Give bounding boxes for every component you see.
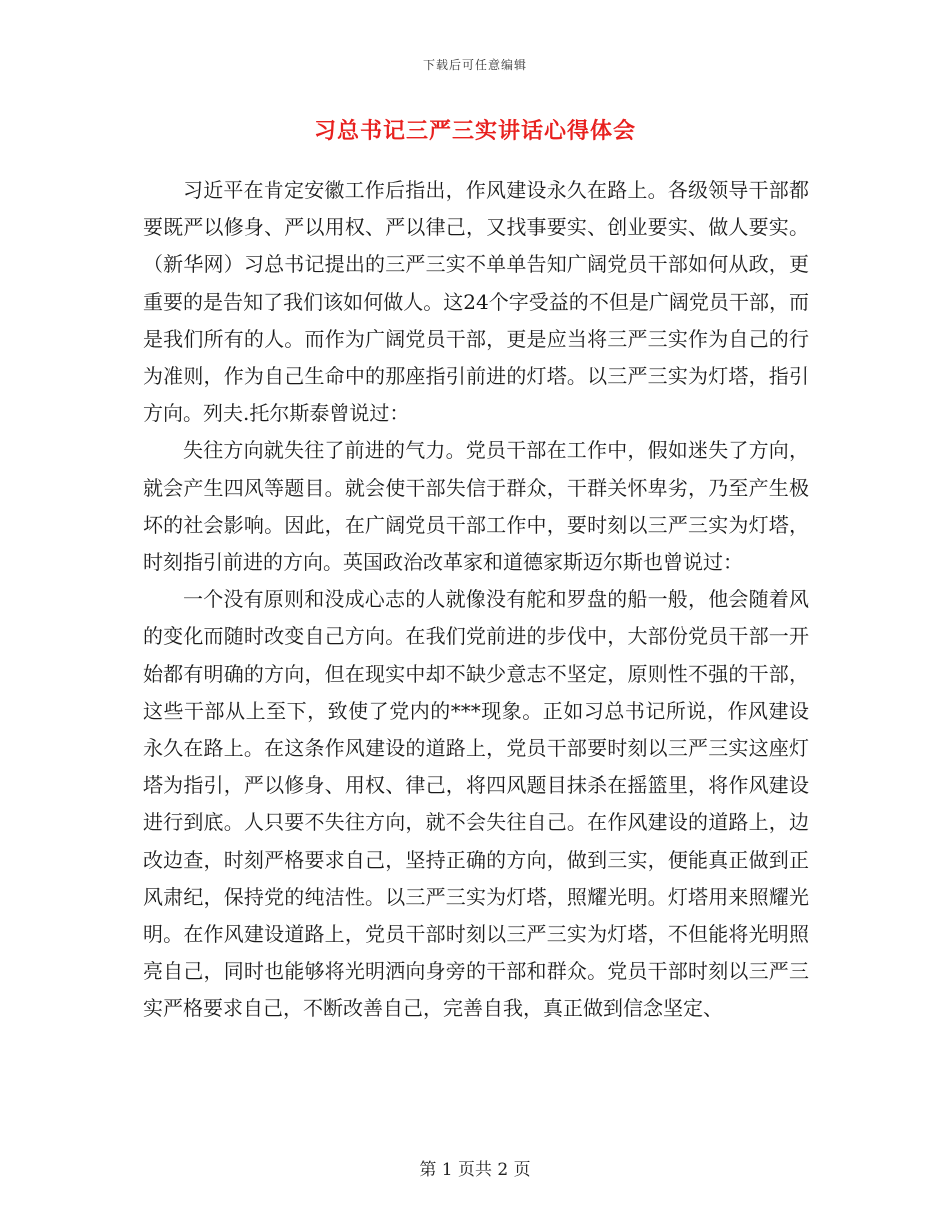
document-title: 习总书记三严三实讲话心得体会 (313, 118, 636, 144)
paragraph: 一个没有原则和没成心志的人就像没有舵和罗盘的船一般，他会随着风的变化而随时改变自己方向。在我们党前进的步伐中，大部份党员干部一开始都有明确的方向，但在现实中却不缺少意志不坚定，原则性不强的干部，这些干部从上至下，致使了党内的***现象。正如习总书记所说，作风建设永久在路上。在这条作风建设的道路上，党员干部要时刻以三严三实这座灯塔为指引，严以修身、用权、律己，将四风题目抹杀在摇篮里，将作风建设进行到底。人只要不失往方向，就不会失往自己。在作风建设的道路上，边改边查，时刻严格要求自己，坚持正确的方向，做到三实，便能真正做到正风肃纪，保持党的纯洁性。以三严三实为灯塔，照耀光明。灯塔用来照耀光明。在作风建设道路上，党员干部时刻以三严三实为灯塔，不但能将光明照亮自己，同时也能够将光明洒向身旁的干部和群众。党员干部时刻以三严三实严格要求自己，不断改善自己，完善自我，真正做到信念坚定、 (143, 587, 809, 1021)
header-note: 下载后可任意编辑 (422, 58, 527, 72)
document-body (143, 172, 809, 1028)
page-number: 第 1 页共 2 页 (419, 1160, 531, 1180)
paragraph: 失往方向就失往了前进的气力。党员干部在工作中，假如迷失了方向，就会产生四风等题目。就会使干部失信于群众，干群关怀卑劣，乃至产生极坏的社会影响。因此，在广阔党员干部工作中，要时刻以三严三实为灯塔，时刻指引前进的方向。英国政治改革家和道德家斯迈尔斯也曾说过： (143, 438, 809, 575)
paragraph: 习近平在肯定安徽工作后指出，作风建设永久在路上。各级领导干部都要既严以修身、严以用权、严以律己，又找事要实、创业要实、做人要实。（新华网）习总书记提出的三严三实不单单告知广阔党员干部如何从政，更重要的是告知了我们该如何做人。这24个字受益的不但是广阔党员干部，而是我们所有的人。而作为广阔党员干部，更是应当将三严三实作为自己的行为准则，作为自己生命中的那座指引前进的灯塔。以三严三实为灯塔，指引方向。列夫.托尔斯泰曾说过： (143, 178, 809, 426)
